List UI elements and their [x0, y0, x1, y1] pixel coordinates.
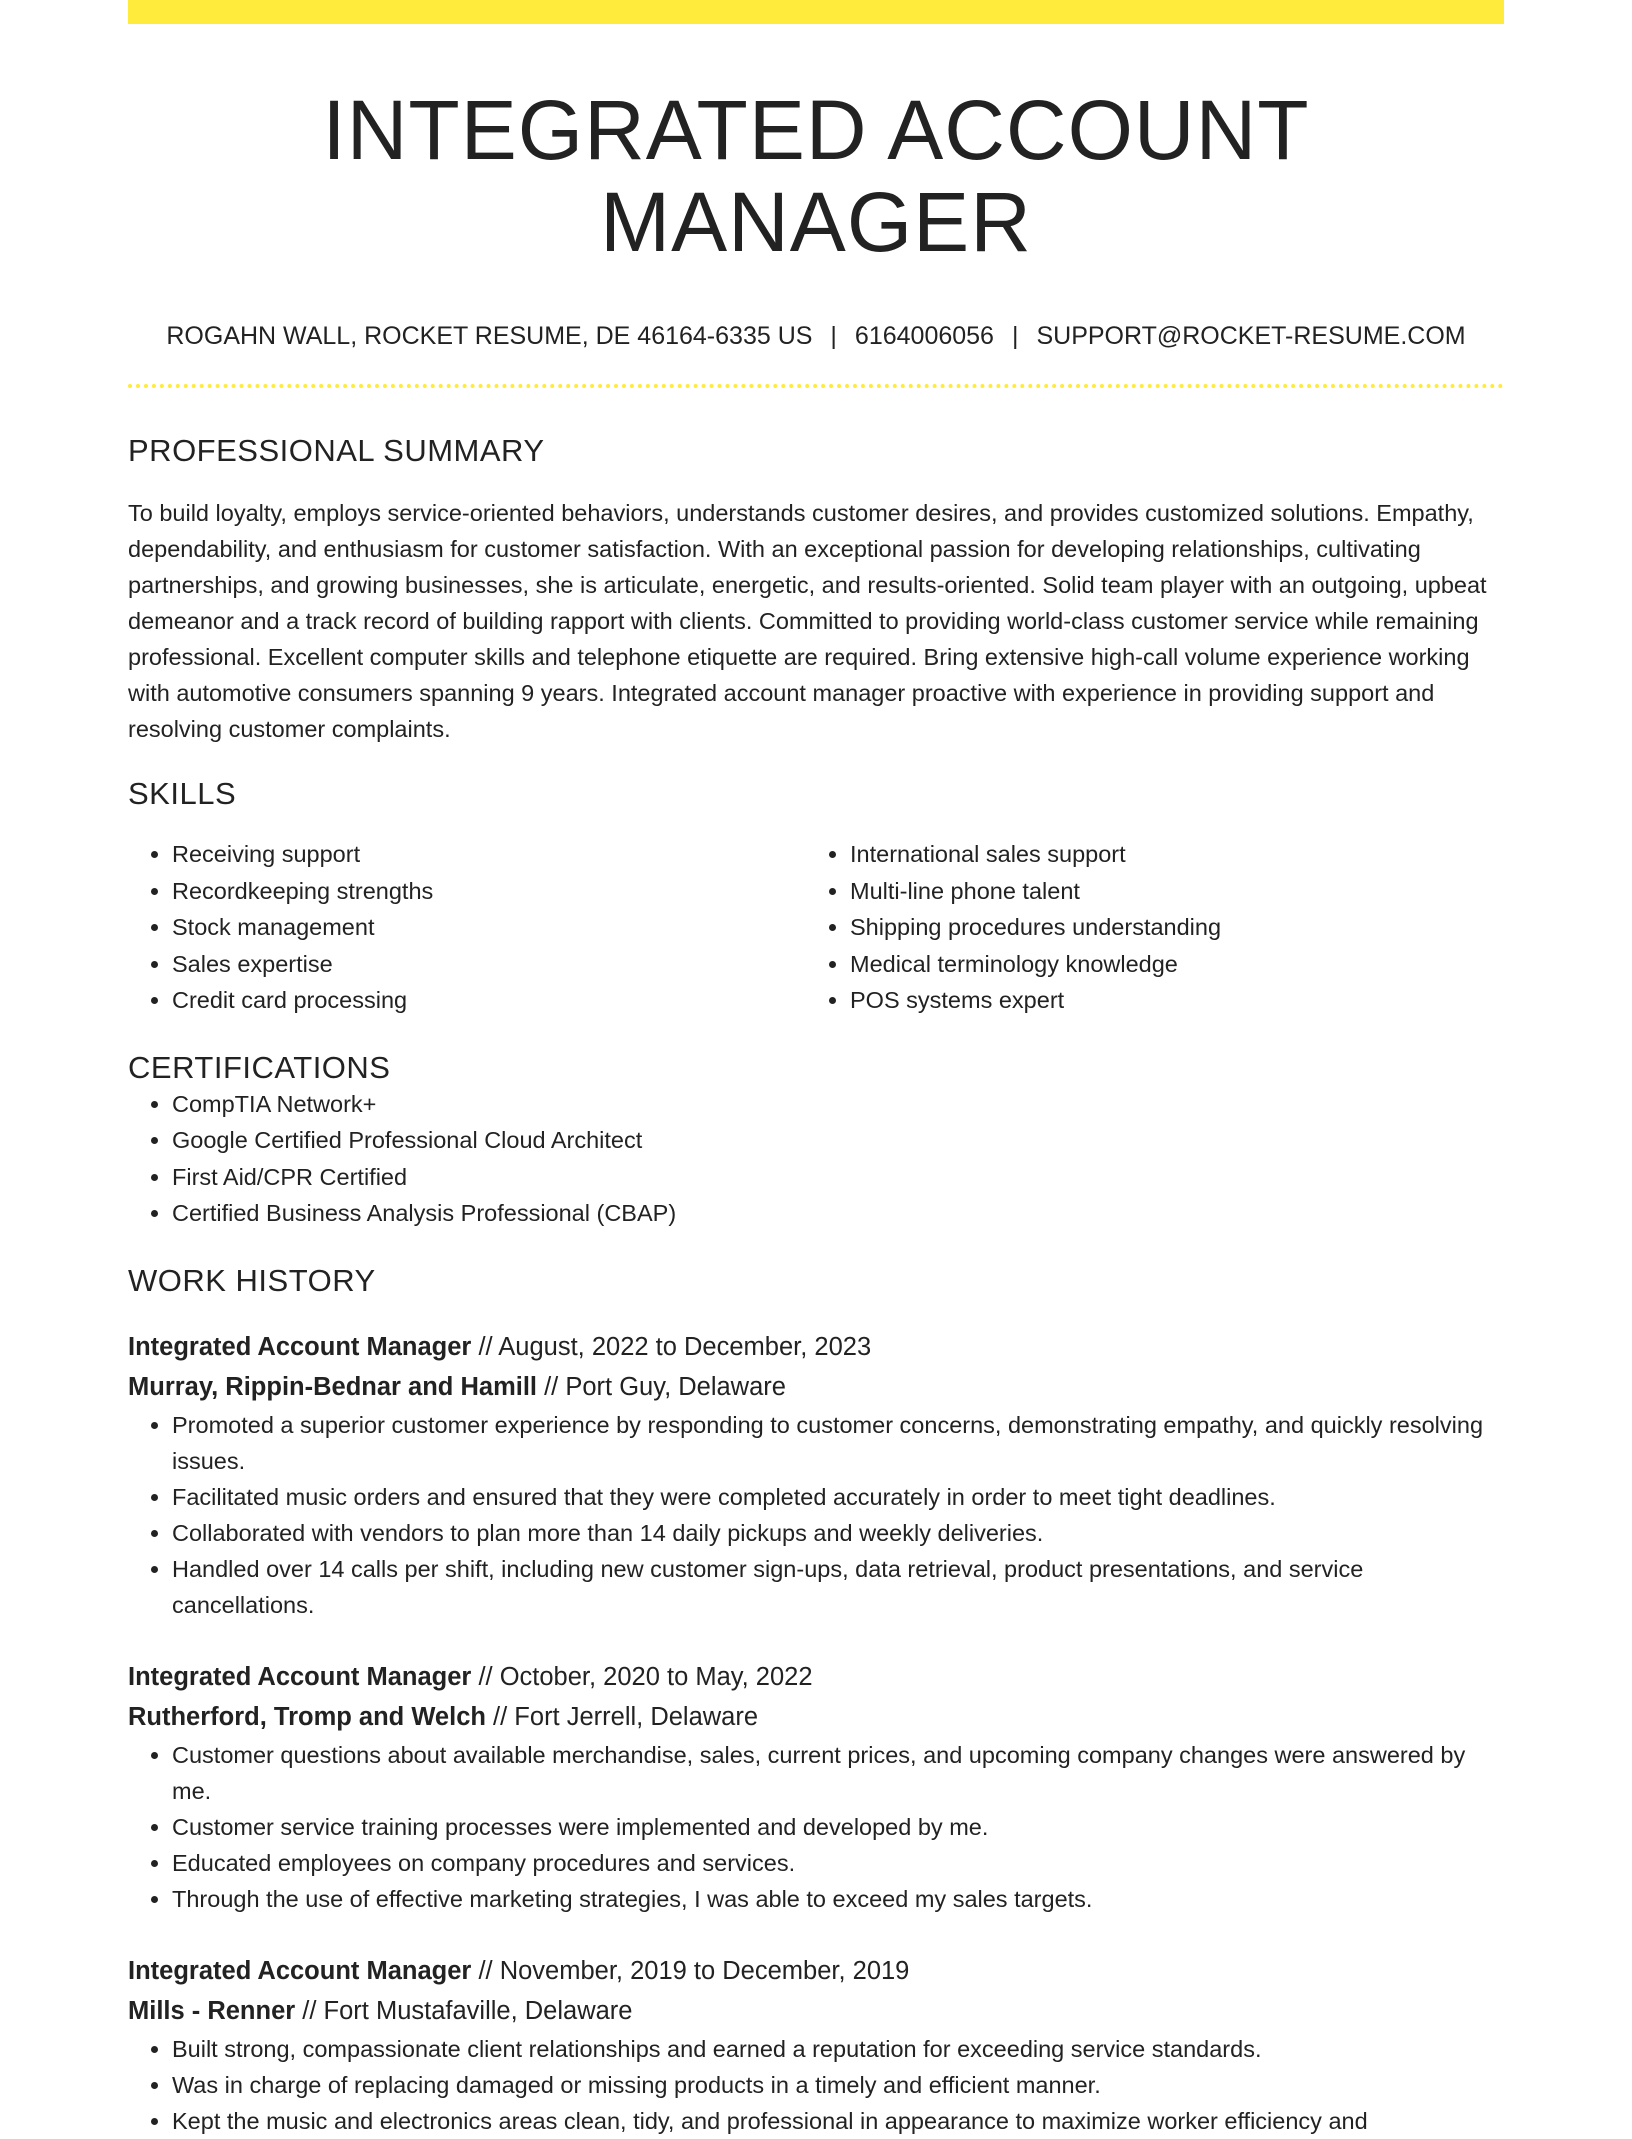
- certification-item: • CompTIA Network+: [172, 1086, 1504, 1123]
- job-company-line: [128, 1367, 1504, 1407]
- job-title-line: [128, 1657, 1504, 1697]
- skill-item: • Recordkeeping strengths: [172, 873, 806, 910]
- certification-item: • Certified Business Analysis Professional (CBAP): [172, 1195, 1504, 1232]
- top-accent-bar: [128, 0, 1504, 24]
- certifications-heading: CERTIFICATIONS: [128, 1049, 391, 1085]
- skills-list-left: [128, 836, 806, 1019]
- summary-heading: PROFESSIONAL SUMMARY: [128, 432, 545, 468]
- skill-item: • Shipping procedures understanding: [850, 909, 1484, 946]
- job-responsibilities: [128, 1407, 1504, 1623]
- resume-title: INTEGRATED ACCOUNT MANAGER: [322, 83, 1310, 270]
- responsibility-item: • Educated employees on company procedures and services.: [172, 1845, 1504, 1881]
- job-dates: // August, 2022 to December, 2023: [471, 1333, 872, 1362]
- certifications-list: [128, 1086, 1504, 1232]
- job-title: Integrated Account Manager: [128, 1957, 472, 1986]
- job-dates: // October, 2020 to May, 2022: [471, 1663, 813, 1692]
- skills-heading: SKILLS: [128, 775, 237, 811]
- job-title: Integrated Account Manager: [128, 1663, 472, 1692]
- skill-item: • Credit card processing: [172, 982, 806, 1019]
- job-company: Rutherford, Tromp and Welch: [128, 1703, 486, 1732]
- skill-item: • International sales support: [850, 836, 1484, 873]
- skill-item: • POS systems expert: [850, 982, 1484, 1019]
- job-title: Integrated Account Manager: [128, 1333, 472, 1362]
- responsibility-item: • Facilitated music orders and ensured that they were completed accurately in order to meet tight deadlines.: [172, 1479, 1504, 1515]
- certification-item: • First Aid/CPR Certified: [172, 1159, 1504, 1196]
- responsibility-item: • Kept the music and electronics areas clean, tidy, and professional in appearance to maximize worker efficiency and: [172, 2103, 1504, 2139]
- job-entry: [128, 1657, 1504, 1917]
- job-company: Mills - Renner: [128, 1997, 296, 2026]
- work-history-heading: WORK HISTORY: [128, 1262, 376, 1298]
- contact-address: ROGAHN WALL, ROCKET RESUME, DE 46164-6335 US: [166, 321, 813, 350]
- job-company-line: [128, 1991, 1504, 2031]
- skill-item: • Sales expertise: [172, 946, 806, 983]
- responsibility-item: • Handled over 14 calls per shift, including new customer sign-ups, data retrieval, product presentations, and service cancellations.: [172, 1551, 1504, 1623]
- skill-item: • Receiving support: [172, 836, 806, 873]
- job-title-line: [128, 1951, 1504, 1991]
- contact-email: SUPPORT@ROCKET-RESUME.COM: [1036, 321, 1466, 350]
- certification-item: • Google Certified Professional Cloud Architect: [172, 1122, 1504, 1159]
- contact-phone: 6164006056: [854, 321, 994, 350]
- job-responsibilities: [128, 1737, 1504, 1917]
- job-entry: [128, 1327, 1504, 1623]
- skills-list-right: [806, 836, 1484, 1019]
- contact-separator: |: [830, 321, 837, 350]
- job-location: // Port Guy, Delaware: [537, 1373, 786, 1402]
- job-title-line: [128, 1327, 1504, 1367]
- responsibility-item: • Was in charge of replacing damaged or missing products in a timely and efficient manner.: [172, 2067, 1504, 2103]
- job-company: Murray, Rippin-Bednar and Hamill: [128, 1373, 537, 1402]
- responsibility-item: • Customer questions about available merchandise, sales, current prices, and upcoming company changes were answered by me.: [172, 1737, 1504, 1809]
- skill-item: • Medical terminology knowledge: [850, 946, 1484, 983]
- responsibility-item: • Through the use of effective marketing strategies, I was able to exceed my sales targets.: [172, 1881, 1504, 1917]
- job-responsibilities: [128, 2031, 1504, 2139]
- skill-item: • Multi-line phone talent: [850, 873, 1484, 910]
- summary-text: To build loyalty, employs service-oriented behaviors, understands customer desires, and provides customized solutions. Empathy, dependability, and enthusiasm for customer satisfaction. With an exceptional passion for developing relationships, cultivating partnerships, and growing businesses, she is articulate, energetic, and results-oriented. Solid team player with an outgoing, upbeat demeanor and a track record of building rapport with clients. Committed to providing world-class customer service while remaining professional. Excellent computer skills and telephone etiquette are required. Bring extensive high-call volume experience working with automotive consumers spanning 9 years. Integrated account manager proactive with experience in providing support and resolving customer complaints.: [128, 499, 1487, 742]
- skill-item: • Stock management: [172, 909, 806, 946]
- responsibility-item: • Promoted a superior customer experience by responding to customer concerns, demonstrating empathy, and quickly resolving issues.: [172, 1407, 1504, 1479]
- job-entry: [128, 1951, 1504, 2139]
- skills-grid: [128, 836, 1504, 1019]
- responsibility-item: • Built strong, compassionate client relationships and earned a reputation for exceeding service standards.: [172, 2031, 1504, 2067]
- job-company-line: [128, 1697, 1504, 1737]
- dotted-divider: [128, 384, 1504, 388]
- resume-page: [128, 0, 1504, 2139]
- job-location: // Fort Mustafaville, Delaware: [295, 1997, 633, 2026]
- contact-line: [128, 321, 1504, 351]
- job-dates: // November, 2019 to December, 2019: [471, 1957, 910, 1986]
- responsibility-item: • Customer service training processes were implemented and developed by me.: [172, 1809, 1504, 1845]
- contact-separator: |: [1011, 321, 1019, 350]
- responsibility-item: • Collaborated with vendors to plan more than 14 daily pickups and weekly deliveries.: [172, 1515, 1504, 1551]
- job-location: // Fort Jerrell, Delaware: [485, 1703, 759, 1732]
